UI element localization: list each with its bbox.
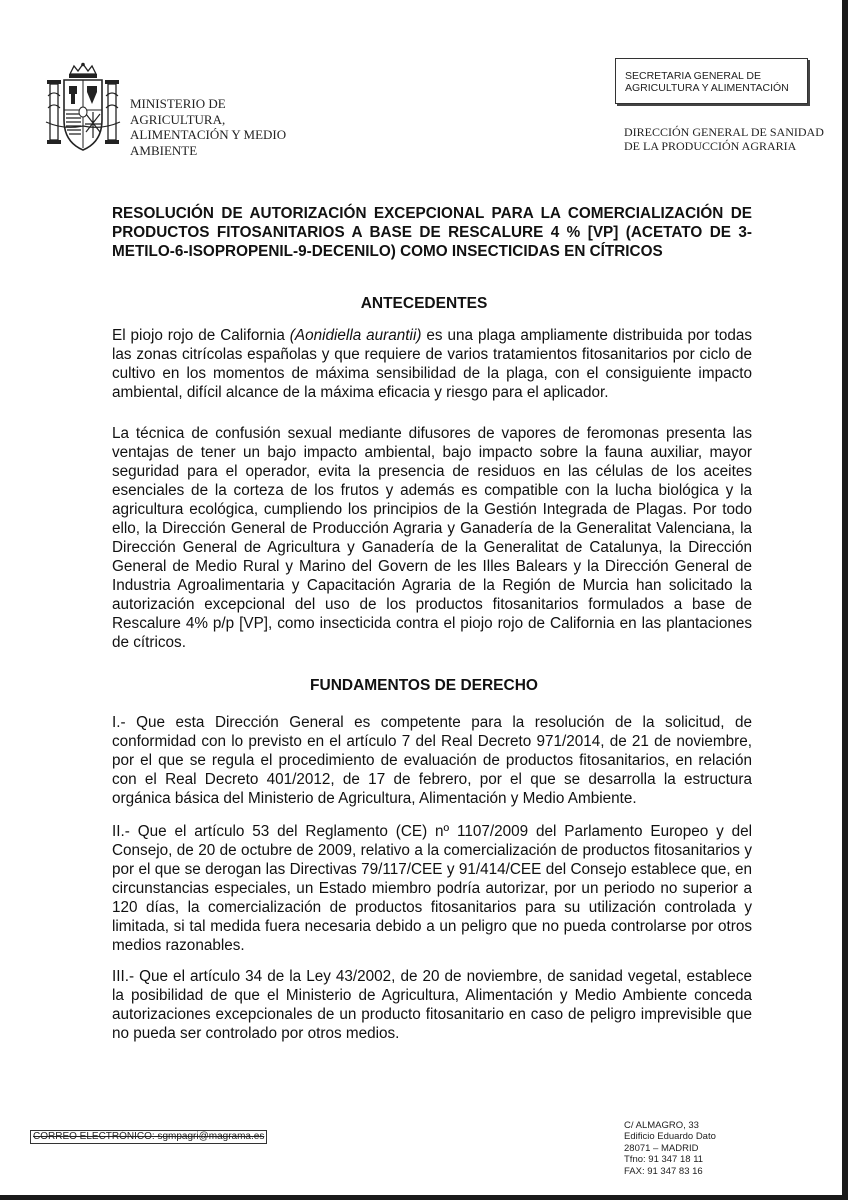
- antecedentes-paragraph-2: La técnica de confusión sexual mediante difusores de vapores de feromonas presenta las ventajas de tener un bajo impacto ambiental, bajo impacto sobre la fauna auxiliar, mayor seguridad para el operador, evita la presencia de residuos en las células de los aceites esenciales de la corteza de los frutos y además es compatible con la lucha biológica y la agricultura ecológica, cumpliendo los principios de la Gestión Integrada de Plagas. Por todo ello, la Dirección General de Producción Agraria y Ganadería de la Generalitat Valenciana, la Dirección General de Agricultura y Ganadería de la Generalitat de Catalunya, la Dirección General de Medio Rural y Marino del Govern de les Illes Balears y la Dirección General de Industria Agroalimentaria y Capacitación Agraria de la Región de Murcia han solicitado la autorización excepcional del uso de los productos fitosanitarios formulados a base de Rescalure 4% p/p [VP], como insecticida contra el piojo rojo de California en las plantaciones de cítricos.: [112, 425, 752, 651]
- coat-of-arms-icon: [44, 62, 122, 156]
- address-line: C/ ALMAGRO, 33: [624, 1120, 699, 1131]
- fundamentos-paragraph-2: II.- Que el artículo 53 del Reglamento (CE) nº 1107/2009 del Parlamento Europeo y del Consejo, de 20 de octubre de 2009, relativo a la comercialización de productos fitosanitarios y por el que se derogan las Directivas 79/117/CEE y 91/414/CEE del Consejo establece que, en circunstancias especiales, un Estado miembro podría autorizar, por un periodo no superior a 120 días, la comercialización de productos fitosanitarios para su utilización controlada y limitada, si tal medida fuera necesaria debido a un peligro que no pueda controlarse por otros medios razonables.: [112, 823, 752, 954]
- direccion-general: [624, 125, 824, 153]
- direccion-line: DIRECCIÓN GENERAL DE SANIDAD: [624, 125, 824, 139]
- address-line: Edificio Eduardo Dato: [624, 1131, 716, 1143]
- fundamentos-heading: FUNDAMENTOS DE DERECHO: [310, 677, 538, 694]
- species-name: (Aonidiella aurantii): [289, 327, 422, 344]
- antecedentes-paragraph-1: [112, 326, 752, 402]
- paragraph-text: es una plaga ampliamente distribuida por todas las zonas citrícolas españolas y que requiere de varios tratamientos fitosanitarios por ciclo de cultivo en los momentos de máxima sensibilidad de la plaga, con el consiguiente impacto ambiental, difícil alcance de la máxima eficacia y riesgo para el aplicador.: [112, 327, 752, 401]
- secretaria-box: [615, 58, 808, 104]
- footer-email: CORREO ELECTRÓNICO: sgmpagri@magrama.es: [30, 1130, 267, 1144]
- footer-address: [624, 1120, 804, 1177]
- address-line: Tfno: 91 347 18 11: [624, 1154, 704, 1166]
- secretaria-line: SECRETARIA GENERAL DE: [625, 70, 761, 82]
- address-line: FAX: 91 347 83 16: [624, 1165, 703, 1177]
- antecedentes-heading: ANTECEDENTES: [360, 295, 488, 312]
- address-line: 28071 – MADRID: [624, 1142, 699, 1154]
- ministry-line: AGRICULTURA,: [130, 111, 226, 127]
- ministry-line: MINISTERIO DE: [130, 96, 226, 111]
- secretaria-line: AGRICULTURA Y ALIMENTACIÓN: [625, 82, 789, 94]
- document-title: RESOLUCIÓN DE AUTORIZACIÓN EXCEPCIONAL PARA LA COMERCIALIZACIÓN DE PRODUCTOS FITOSANITARIOS A BASE DE RESCALURE 4 % [VP] (ACETATO DE 3-METILO-6-ISOPROPENIL-9-DECENILO) COMO INSECTICIDAS EN CÍTRICOS: [112, 205, 752, 260]
- ministry-line: ALIMENTACIÓN Y MEDIO: [130, 127, 287, 142]
- ministry-line: AMBIENTE: [130, 142, 198, 158]
- fundamentos-paragraph-3: III.- Que el artículo 34 de la Ley 43/2002, de 20 de noviembre, de sanidad vegetal, establece la posibilidad de que el Ministerio de Agricultura, Alimentación y Medio Ambiente conceda autorizaciones excepcionales de un producto fitosanitario en caso de peligro imprevisible que no pueda ser controlado por otros medios.: [112, 968, 752, 1042]
- paragraph-text: El piojo rojo de California: [112, 327, 290, 344]
- ministry-name: [130, 96, 330, 158]
- direccion-line: DE LA PRODUCCIÓN AGRARIA: [624, 139, 797, 153]
- page-edge-bottom: [0, 1195, 848, 1200]
- page-edge-right: [842, 0, 848, 1200]
- fundamentos-paragraph-1: I.- Que esta Dirección General es competente para la resolución de la solicitud, de conformidad con lo previsto en el artículo 7 del Real Decreto 971/2014, de 21 de noviembre, por el que se regula el procedimiento de evaluación de productos fitosanitarios, en relación con el Real Decreto 401/2012, de 17 de febrero, por el que se desarrolla la estructura orgánica básica del Ministerio de Agricultura, Alimentación y Medio Ambiente.: [112, 714, 752, 807]
